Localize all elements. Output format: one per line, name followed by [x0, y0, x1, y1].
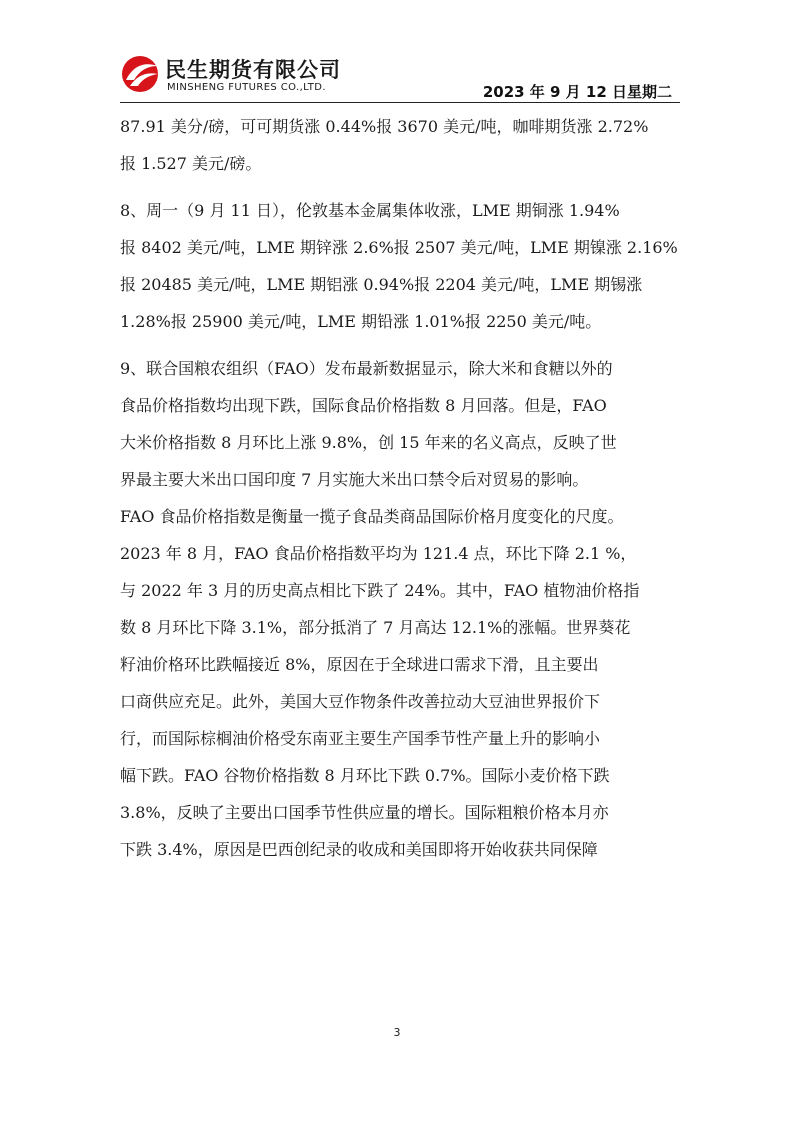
- company-name-en: MINSHENG FUTURES CO.,LTD.: [167, 82, 326, 93]
- text-line: 行，而国际棕榈油价格受东南亚主要生产国季节性产量上升的影响小: [120, 729, 601, 748]
- text-line: 与 2022 年 3 月的历史高点相比下跌了 24%。其中，FAO 植物油价格指: [120, 581, 640, 600]
- report-date: 2023 年 9 月 12 日星期二: [482, 83, 672, 101]
- paragraph-lme-metals: [120, 192, 682, 340]
- text-line: FAO 食品价格指数是衡量一揽子食品类商品国际价格月度变化的尺度。: [120, 507, 624, 526]
- minsheng-logo-icon: [120, 54, 162, 94]
- text-line: 2023 年 8 月，FAO 食品价格指数平均为 121.4 点，环比下降 2.1 %，: [120, 544, 637, 563]
- text-line: 幅下跌。FAO 谷物价格指数 8 月环比下跌 0.7%。国际小麦价格下跌: [120, 766, 610, 785]
- header-divider: [120, 102, 680, 103]
- text-line: 下跌 3.4%，原因是巴西创纪录的收成和美国即将开始收获共同保障: [120, 840, 598, 859]
- text-line: 1.28%报 25900 美元/吨，LME 期铅涨 1.01%报 2250 美元/吨。: [120, 312, 602, 331]
- text-line: 食品价格指数均出现下跌，国际食品价格指数 8 月回落。但是，FAO: [120, 396, 607, 415]
- text-line: 3.8%，反映了主要出口国季节性供应量的增长。国际粗粮价格本月亦: [120, 803, 609, 822]
- text-line: 报 1.527 美元/磅。: [120, 154, 262, 173]
- text-line: 口商供应充足。此外，美国大豆作物条件改善拉动大豆油世界报价下: [120, 692, 601, 711]
- text-line: 籽油价格环比跌幅接近 8%，原因在于全球进口需求下滑，且主要出: [120, 655, 599, 674]
- page-header: [120, 52, 680, 102]
- text-line: 报 8402 美元/吨，LME 期锌涨 2.6%报 2507 美元/吨，LME 期镍涨 2.16%: [120, 238, 678, 257]
- text-line: 报 20485 美元/吨，LME 期铝涨 0.94%报 2204 美元/吨，LME 期锡涨: [120, 275, 643, 294]
- company-logo: [120, 52, 370, 98]
- text-line: 87.91 美分/磅，可可期货涨 0.44%报 3670 美元/吨，咖啡期货涨 2.72%: [120, 117, 649, 136]
- text-line: 大米价格指数 8 月环比上涨 9.8%，创 15 年来的名义高点，反映了世: [120, 433, 617, 452]
- text-line: 数 8 月环比下降 3.1%，部分抵消了 7 月高达 12.1%的涨幅。世界葵花: [120, 618, 631, 637]
- paragraph-softs-continued: [120, 108, 682, 182]
- document-body: [120, 108, 682, 878]
- company-name-cn: 民生期货有限公司: [165, 58, 341, 82]
- text-line: 界最主要大米出口国印度 7 月实施大米出口禁令后对贸易的影响。: [120, 470, 589, 489]
- text-line: 8、周一（9 月 11 日），伦敦基本金属集体收涨，LME 期铜涨 1.94%: [120, 201, 620, 220]
- paragraph-fao-index: [120, 350, 682, 868]
- page-number: 3: [393, 1026, 401, 1039]
- text-line: 9、联合国粮农组织（FAO）发布最新数据显示，除大米和食糖以外的: [120, 359, 613, 378]
